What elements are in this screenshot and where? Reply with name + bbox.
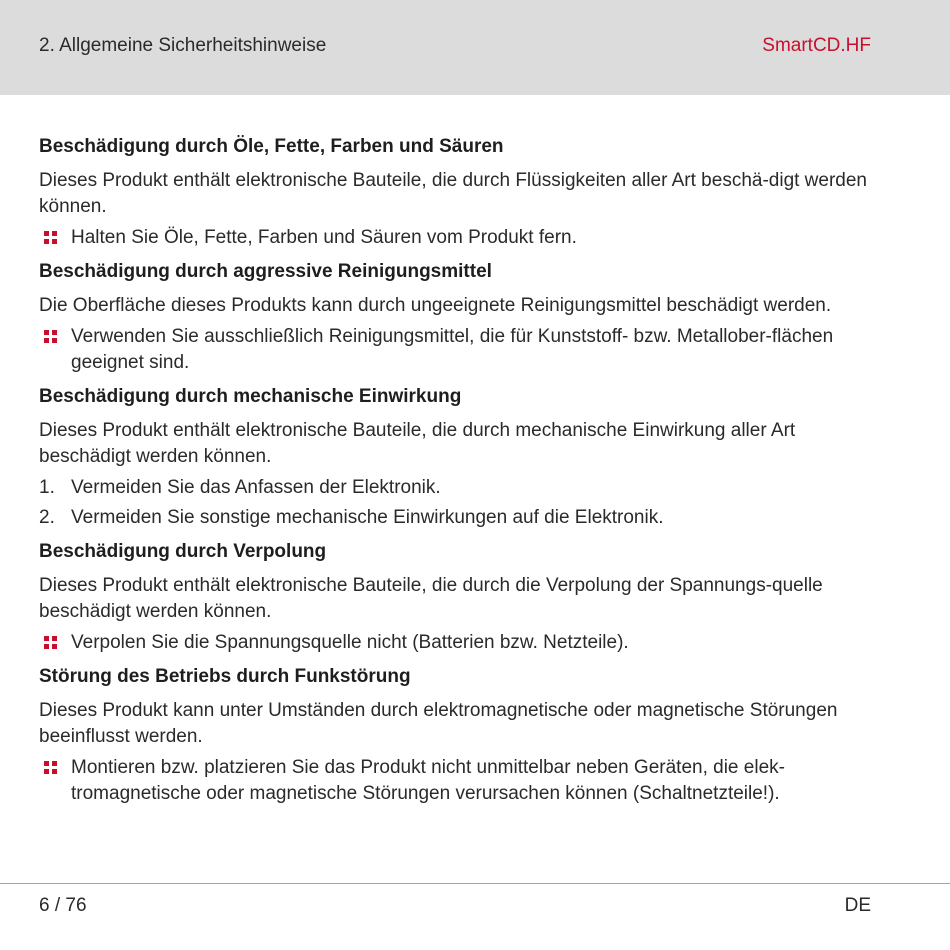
red-square-bullet-icon	[44, 636, 57, 649]
bullet-text: Halten Sie Öle, Fette, Farben und Säuren vom Produkt fern.	[71, 227, 577, 248]
step-number: 2.	[39, 507, 55, 528]
section-text: Dieses Produkt kann unter Umständen durch elektromagnetische oder magnetische Störungen beeinflusst werden.	[39, 700, 838, 747]
bullet-text: Montieren bzw. platzieren Sie das Produkt nicht unmittelbar neben Geräten, die elek-tromagnetische oder magnetische Störungen verursachen können (Schaltnetzteile!).	[71, 757, 785, 804]
step-text: Vermeiden Sie das Anfassen der Elektronik.	[71, 477, 441, 498]
red-square-bullet-icon	[44, 761, 57, 774]
instruction-bullet	[39, 755, 869, 807]
page-content	[39, 134, 869, 815]
bullet-text: Verpolen Sie die Spannungsquelle nicht (Batterien bzw. Netzteile).	[71, 632, 629, 653]
page-header	[0, 0, 950, 95]
section-text: Dieses Produkt enthält elektronische Bauteile, die durch mechanische Einwirkung aller Art beschädigt werden können.	[39, 420, 796, 467]
footer-divider	[0, 883, 950, 884]
section-title: Störung des Betriebs durch Funkstörung	[39, 666, 411, 687]
section-title: Beschädigung durch Verpolung	[39, 541, 327, 562]
section-title: Beschädigung durch aggressive Reinigungsmittel	[39, 261, 492, 282]
bullet-text: Verwenden Sie ausschließlich Reinigungsmittel, die für Kunststoff- bzw. Metallober-flächen geeignet sind.	[71, 326, 834, 373]
section-title: Beschädigung durch Öle, Fette, Farben und Säuren	[39, 136, 504, 157]
section-text: Dieses Produkt enthält elektronische Bauteile, die durch die Verpolung der Spannungs-quelle beschädigt werden können.	[39, 575, 823, 622]
chapter-title: 2. Allgemeine Sicherheitshinweise	[39, 35, 327, 56]
language-code: DE	[844, 895, 871, 916]
product-name: SmartCD.HF	[762, 35, 871, 56]
section-text: Dieses Produkt enthält elektronische Bauteile, die durch Flüssigkeiten aller Art beschä-digt werden können.	[39, 170, 868, 217]
section-text: Die Oberfläche dieses Produkts kann durch ungeeignete Reinigungsmittel beschädigt werden.	[39, 295, 832, 316]
red-square-bullet-icon	[44, 231, 57, 244]
numbered-step	[39, 505, 869, 531]
section-title: Beschädigung durch mechanische Einwirkung	[39, 386, 462, 407]
step-text: Vermeiden Sie sonstige mechanische Einwirkungen auf die Elektronik.	[71, 507, 664, 528]
numbered-step	[39, 475, 869, 501]
instruction-bullet	[39, 225, 869, 251]
instruction-bullet	[39, 324, 869, 376]
red-square-bullet-icon	[44, 330, 57, 343]
page-number: 6 / 76	[39, 895, 87, 916]
instruction-bullet	[39, 630, 869, 656]
step-number: 1.	[39, 477, 55, 498]
